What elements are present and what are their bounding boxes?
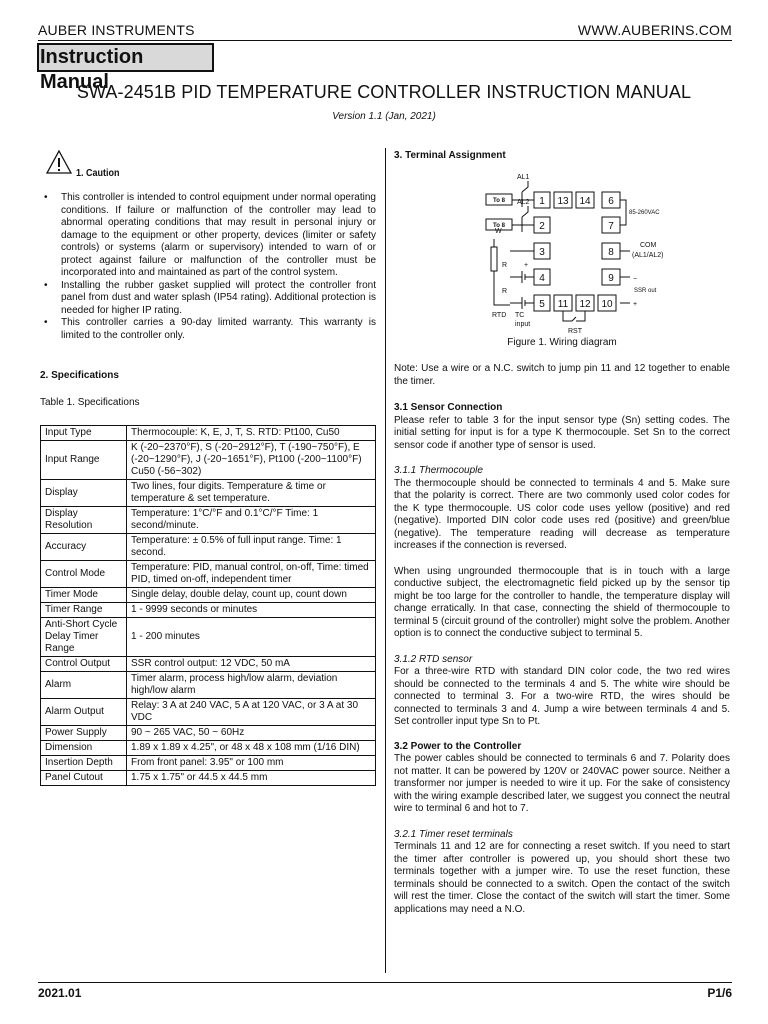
spec-value: Two lines, four digits. Temperature & time or temperature & set temperature. xyxy=(127,480,376,507)
tc-plus: + xyxy=(524,261,529,269)
list-item: • This controller carries a 90-day limited warranty. This warranty is limited to the controller only. xyxy=(40,317,376,342)
rtd-label: RTD xyxy=(492,311,507,319)
to-8-label-1: To 8 xyxy=(493,197,505,204)
spec-key: Timer Mode xyxy=(41,588,127,603)
r-label-1: R xyxy=(502,261,508,269)
table-row xyxy=(41,618,376,657)
table-row xyxy=(41,441,376,480)
terminal-3: 3 xyxy=(539,246,545,258)
wiring-diagram xyxy=(394,163,730,335)
vac-label: 85-260VAC xyxy=(629,209,660,216)
terminal-5: 5 xyxy=(539,298,545,310)
spec-key: Insertion Depth xyxy=(41,756,127,771)
spec-key: Input Range xyxy=(41,441,127,480)
w-label: W xyxy=(495,227,502,235)
spec-value: Timer alarm, process high/low alarm, deviation high/low alarm xyxy=(127,672,376,699)
thermocouple-text-2: When using ungrounded thermocouple that is in touch with a large conductive subject, the electromagnetic field picked up by the sensor tip might be too large for the controller to handle, the temperature display will change erratically. In that case, connecting the shield of thermocouple to terminal 5 (circuit ground of the controller) might solve the problem. Another option is to connect the conductive subject to terminal 5. xyxy=(394,565,730,639)
table-row xyxy=(41,726,376,741)
spec-key: Panel Cutout xyxy=(41,771,127,786)
spec-key: Alarm Output xyxy=(41,699,127,726)
terminal-note: Note: Use a wire or a N.C. switch to jump pin 11 and 12 together to enable the timer. xyxy=(394,363,730,387)
terminal-2: 2 xyxy=(539,220,545,232)
caution-list xyxy=(40,192,376,342)
spec-value: 90 ~ 265 VAC, 50 ~ 60Hz xyxy=(127,726,376,741)
header-rule xyxy=(38,40,732,41)
document-title: SWA-2451B PID TEMPERATURE CONTROLLER INSTRUCTION MANUAL xyxy=(76,82,692,102)
specs-table xyxy=(40,425,376,786)
terminal-7: 7 xyxy=(608,220,614,232)
footer-rule xyxy=(38,982,732,983)
spec-key: Power Supply xyxy=(41,726,127,741)
warning-triangle-icon xyxy=(46,150,72,174)
ssr-plus: + xyxy=(633,300,638,308)
sensor-title: 3.1 Sensor Connection xyxy=(394,402,503,413)
footer-date: 2021.01 xyxy=(38,986,82,1000)
sensor-text: Please refer to table 3 for the input sensor type (Sn) setting codes. The initial setting for input is for a type K thermocouple. Set Sn to the correct sensor code if another type of sensor is used. xyxy=(394,414,730,451)
spec-value: 1.89 x 1.89 x 4.25", or 48 x 48 x 108 mm (1/16 DIN) xyxy=(127,741,376,756)
terminal-title: 3. Terminal Assignment xyxy=(394,150,506,161)
figure-caption: Figure 1. Wiring diagram xyxy=(507,336,617,348)
table-row xyxy=(41,756,376,771)
specs-title: 2. Specifications xyxy=(40,370,119,381)
table-row xyxy=(41,561,376,588)
spec-key: Anti-Short Cycle Delay Timer Range xyxy=(41,618,127,657)
company-name: AUBER INSTRUMENTS xyxy=(38,22,195,38)
spec-value: 1.75 x 1.75" or 44.5 x 44.5 mm xyxy=(127,771,376,786)
table-row xyxy=(41,588,376,603)
tc-label: TC xyxy=(515,311,525,319)
column-divider xyxy=(385,148,386,973)
spec-value: Relay: 3 A at 240 VAC, 5 A at 120 VAC, or 3 A at 30 VDC xyxy=(127,699,376,726)
power-text: The power cables should be connected to terminals 6 and 7. Polarity does not matter. It can be powered by 120V or 240VAC power source. Neither a transformer nor jumper is needed to wire it up. For the sake of consistency with the wiring example described later, we suggest you connect the neutral wire to terminal 6 and hot to 7. xyxy=(394,753,730,814)
terminal-12: 12 xyxy=(579,298,591,310)
table-row xyxy=(41,672,376,699)
rtd-text: For a three-wire RTD with standard DIN color code, the two red wires should be connected to the terminals 4 and 5. The white wire should be connected to terminal 3. For a two-wire RTD, the wires should be connected to terminals 3 and 4. Jump a wire between terminals 4 and 5. Set controller input type Sn to Pt. xyxy=(394,666,730,727)
spec-key: Alarm xyxy=(41,672,127,699)
instruction-manual-label: Instruction Manual xyxy=(37,43,214,72)
table-row xyxy=(41,771,376,786)
power-title: 3.2 Power to the Controller xyxy=(394,740,522,752)
terminal-8: 8 xyxy=(608,246,614,258)
spec-key: Timer Range xyxy=(41,603,127,618)
spec-value: 1 - 9999 seconds or minutes xyxy=(127,603,376,618)
spec-value: Single delay, double delay, count up, count down xyxy=(127,588,376,603)
footer-page: P1/6 xyxy=(707,986,732,1000)
terminal-6: 6 xyxy=(608,195,614,207)
spec-key: Control Mode xyxy=(41,561,127,588)
table-row xyxy=(41,699,376,726)
table-row xyxy=(41,426,376,441)
al2-label: AL2 xyxy=(517,198,530,206)
rtd-title: 3.1.2 RTD sensor xyxy=(394,653,473,665)
input-label: input xyxy=(515,320,531,328)
right-column xyxy=(394,148,730,916)
terminal-1: 1 xyxy=(539,195,545,207)
terminal-14: 14 xyxy=(579,195,591,207)
terminal-9: 9 xyxy=(608,272,614,284)
spec-value: Thermocouple: K, E, J, T, S. RTD: Pt100, Cu50 xyxy=(127,426,376,441)
terminal-10: 10 xyxy=(601,298,613,310)
specs-table-caption: Table 1. Specifications xyxy=(40,396,140,408)
com-sub-label: (AL1/AL2) xyxy=(632,251,664,259)
thermocouple-title: 3.1.1 Thermocouple xyxy=(394,465,483,476)
list-item: • This controller is intended to control equipment under normal operating conditions. If failure or malfunction of the controller may lead to abnormal operating conditions that may result in personal injury or damage to the equipment or other property, devices (limiter or safety controls) or systems (alarm or supervisory) intended to warn of or protect against failure or malfunction of the controller must be incorporated into and maintained as part of the control system. xyxy=(40,192,376,280)
spec-key: Control Output xyxy=(41,657,127,672)
spec-key: Display Resolution xyxy=(41,507,127,534)
table-row xyxy=(41,480,376,507)
spec-value: Temperature: ± 0.5% of full input range. Time: 1 second. xyxy=(127,534,376,561)
terminal-4: 4 xyxy=(539,272,545,284)
r-label-2: R xyxy=(502,287,508,295)
document-version: Version 1.1 (Jan, 2021) xyxy=(332,111,436,122)
table-row xyxy=(41,603,376,618)
terminal-11: 11 xyxy=(557,298,569,310)
spec-value: K (-20~2370°F), S (-20~2912°F), T (-190~750°F), E (-20~1290°F), J (-20~1651°F), Pt100 (-200~1100°F) Cu50 (-56~302) xyxy=(127,441,376,480)
table-row xyxy=(41,507,376,534)
spec-key: Display xyxy=(41,480,127,507)
terminal-13: 13 xyxy=(557,195,569,207)
spec-value: From front panel: 3.95" or 100 mm xyxy=(127,756,376,771)
spec-value: SSR control output: 12 VDC, 50 mA xyxy=(127,657,376,672)
caution-heading xyxy=(40,148,376,182)
table-row xyxy=(41,534,376,561)
ssr-minus: − xyxy=(633,275,638,283)
thermocouple-text: The thermocouple should be connected to terminals 4 and 5. Make sure that the polarity is correct. There are two commonly used color codes for the K type thermocouple. US color code uses yellow (positive) and red (negative). Imported DIN color code uses red (positive) and green/blue (negative). The temperature reading will decrease as temperature increases if the connection is reversed. xyxy=(394,477,730,551)
list-item: • Installing the rubber gasket supplied will protect the controller front panel from dust and water splash (IP54 rating). Additional protection is needed for higher IP rating. xyxy=(40,280,376,318)
rst-label: RST xyxy=(568,327,582,335)
ssr-out-label: SSR out xyxy=(634,287,657,294)
left-column xyxy=(40,148,376,786)
spec-value: Temperature: PID, manual control, on-off, Time: timed PID, timed on-off, independent timer xyxy=(127,561,376,588)
al1-label: AL1 xyxy=(517,173,530,181)
table-row xyxy=(41,657,376,672)
caution-title: 1. Caution xyxy=(76,168,120,179)
com-label: COM xyxy=(640,241,657,249)
spec-key: Dimension xyxy=(41,741,127,756)
reset-text: Terminals 11 and 12 are for connecting a reset switch. If you need to start the timer after controller is powered up, you should short these two terminals together with a jumper wire. To use the reset function, these terminals should be connected to a switch. Open the contact of the switch will rest the timer. Close the contact of the switch will start the timer. Some applications may need a N.O. xyxy=(394,841,730,915)
spec-value: 1 - 200 minutes xyxy=(127,618,376,657)
spec-key: Input Type xyxy=(41,426,127,441)
spec-key: Accuracy xyxy=(41,534,127,561)
reset-title: 3.2.1 Timer reset terminals xyxy=(394,828,513,840)
spec-value: Temperature: 1°C/°F and 0.1°C/°F Time: 1 second/minute. xyxy=(127,507,376,534)
table-row xyxy=(41,741,376,756)
to-8-label-2: To 8 xyxy=(493,222,505,229)
company-website: WWW.AUBERINS.COM xyxy=(577,22,732,38)
